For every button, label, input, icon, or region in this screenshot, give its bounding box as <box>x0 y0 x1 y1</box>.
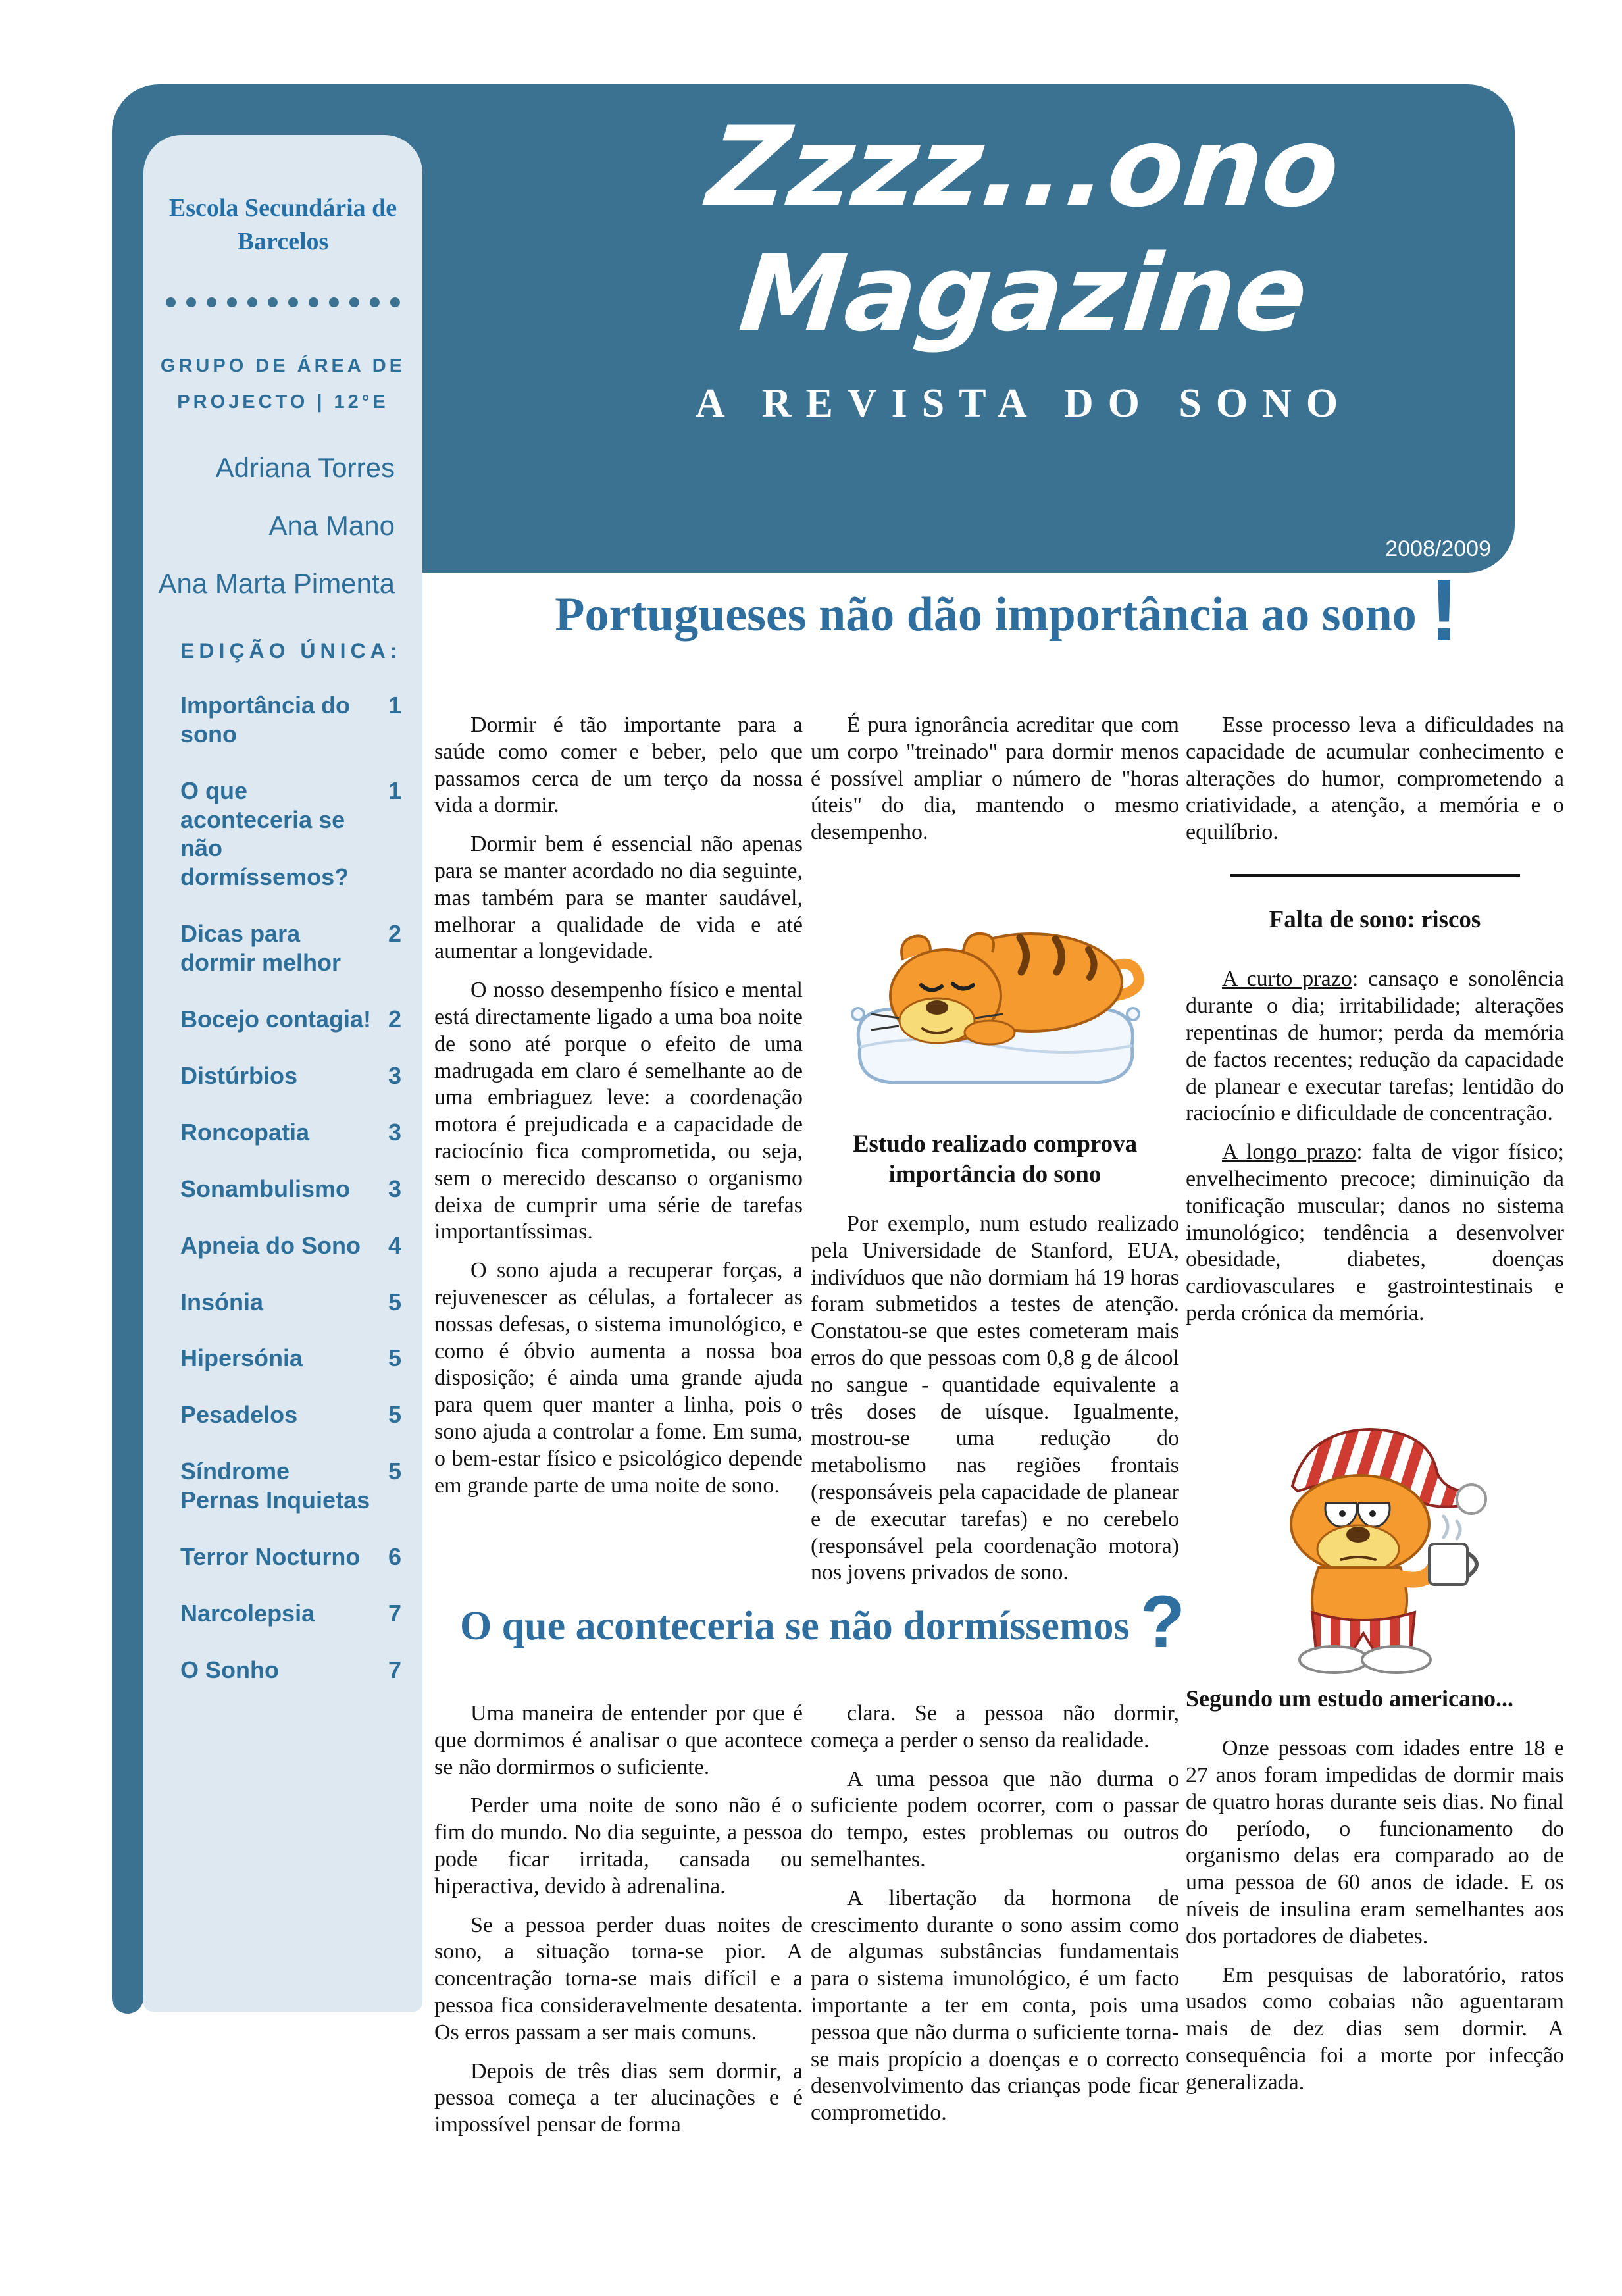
toc-item-terror-nocturno: Terror Nocturno 6 <box>180 1543 401 1571</box>
risks-heading: Falta de sono: riscos <box>1269 906 1481 933</box>
article2-column2 <box>811 1700 1179 2139</box>
paragraph: Perder uma noite de sono não é o fim do mundo. No dia seguinte, a pessoa pode ficar irritada, cansada ou hiperactiva, devido à adrenalina. <box>434 1793 803 1899</box>
toc-item-roncopatia: Roncopatia 3 <box>180 1118 401 1146</box>
garfield-sleeping-illustration <box>824 892 1166 1110</box>
paragraph-short-term <box>1186 966 1564 1127</box>
article2-headline-text: O que aconteceria se não dormíssemos <box>459 1604 1130 1648</box>
exclamation-mark: ! <box>1429 561 1459 658</box>
garfield-pyjamas-illustration <box>1212 1412 1515 1675</box>
project-group-line1: GRUPO DE ÁREA DE <box>160 355 406 376</box>
author-list <box>143 452 422 600</box>
question-mark: ? <box>1140 1581 1186 1663</box>
garfield-cat-icon <box>1291 1475 1435 1631</box>
project-group-line2: PROJECTO | 12°E <box>177 391 389 413</box>
toc-item-disturbios: Distúrbios 3 <box>180 1061 401 1089</box>
toc-item-o-que-aconteceria: O que aconteceria se não dormíssemos? 1 <box>180 777 401 891</box>
article1-column3 <box>1186 712 1564 1339</box>
long-term-rest: : falta de vigor físico; envelhecimento precoce; diminuição da tonificação muscular; danos no sistema imunológico; tendência a desenvolver obesidade, diabetes, doenças cardiovasculares e gastrointestinais e perda crónica da memória. <box>1186 1140 1564 1325</box>
toc-item-bocejo-contagia: Bocejo contagia! 2 <box>180 1006 401 1033</box>
paragraph-long-term <box>1186 1139 1564 1327</box>
toc-item-dicas-para-dormir: Dicas para dormir melhor 2 <box>180 920 401 977</box>
short-term-lead: A curto prazo <box>1222 967 1352 992</box>
sidebar-accent-strip <box>112 461 143 2014</box>
paragraph: É pura ignorância acreditar que com um corpo "treinado" para dormir menos é possível ampliar o número de "horas úteis" do dia, mantendo o mesmo desempenho. <box>811 713 1179 845</box>
edition-years: 2008/2009 <box>1385 536 1491 561</box>
article2-column3 <box>1186 1685 1564 2108</box>
slippers-icon <box>1300 1646 1431 1673</box>
american-study-heading: Segundo um estudo americano... <box>1186 1685 1514 1712</box>
author-name: Ana Mano <box>268 509 395 541</box>
author-name: Ana Marta Pimenta <box>158 567 395 599</box>
short-term-rest: : cansaço e sonolência durante o dia; irritabilidade; alterações repentinas de humor; perda da memória de factos recentes; redução da capacidade de planear e executar tarefas; lentidão do raciocínio e dificuldade de concentração. <box>1186 967 1564 1126</box>
toc-item-sindrome-pernas-inquietas: Síndrome Pernas Inquietas 5 <box>180 1458 401 1514</box>
project-group-label <box>143 348 422 421</box>
paragraph: Por exemplo, num estudo realizado pela Universidade de Stanford, EUA, indivíduos que não dormiam há 19 horas foram submetidos a testes de atenção. Constatou-se que estes cometeram mais erros do que pessoas com 0,8 g de álcool no sangue - quantidade equivalente a três doses de uísque. Igualmente, mostrou-se uma redução do metabolismo nas regiões frontais (responsáveis pela capacidade de planear e de executar tarefas) e no cerebelo (responsável pela coordenação motora) nos jovens privados de sono. <box>811 1212 1179 1585</box>
sidebar <box>143 135 422 2012</box>
school-name: Escola Secundária de Barcelos <box>168 194 397 256</box>
paragraph: A uma pessoa que não durma o suficiente podem ocorrer, com o passar do tempo, estes problemas ou outros semelhantes. <box>811 1766 1179 1872</box>
article1-headline-text: Portugueses não dão importância ao sono <box>555 588 1417 642</box>
table-of-contents <box>143 639 422 1685</box>
magazine-logo <box>533 84 1515 573</box>
paragraph: A libertação da hormona de crescimento durante o sono assim como de algumas substâncias fundamentais para o sistema imunológico, é um facto importante a ter em conta, pois uma pessoa que não durma o suficiente torna-se mais propício a doenças e o correcto desenvolvimento das crianças pode ficar comprometido. <box>811 1885 1179 2126</box>
paragraph: clara. Se a pessoa não dormir, começa a perder o senso da realidade. <box>811 1701 1179 1752</box>
toc-item-insonia: Insónia 5 <box>180 1288 401 1315</box>
paragraph: O nosso desempenho físico e mental está directamente ligado a uma boa noite de sono até porque o efeito de uma madrugada em claro é semelhante ao de uma embriaguez leve: a coordenação motora é prejudicada e a capacidade de raciocínio fica comprometida, ou seja, sem o merecido descanso o organismo deixa de cumprir uma série de tarefas importantíssimas. <box>434 978 803 1244</box>
toc-item-pesadelos: Pesadelos 5 <box>180 1401 401 1429</box>
paragraph: Esse processo leva a dificuldades na capacidade de acumular conhecimento e alterações do humor, comprometendo a criatividade, a atenção, a memória e o equilíbrio. <box>1186 713 1564 845</box>
toc-item-apneia-do-sono: Apneia do Sono 4 <box>180 1231 401 1259</box>
logo-subtitle: Magazine <box>734 232 1313 355</box>
coffee-mug-icon <box>1429 1516 1477 1585</box>
article1-column1 <box>434 712 803 1511</box>
article2-column1 <box>434 1700 803 2151</box>
logo-title: Zzzz...ono <box>702 103 1346 232</box>
toc-title: EDIÇÃO ÚNICA: <box>180 638 402 663</box>
paragraph: Se a pessoa perder duas noites de sono, a situação torna-se pior. A concentração torna-se mais difícil e a pessoa fica consideravelmente desatenta. Os erros passam a ser mais comuns. <box>434 1912 803 2045</box>
author-name: Adriana Torres <box>215 451 395 483</box>
paragraph: Dormir bem é essencial não apenas para se manter acordado no dia seguinte, mas também para se manter saudável, melhorar a qualidade de vida e até aumentar a longevidade. <box>434 832 803 964</box>
paragraph: Uma maneira de entender por que é que dormimos é analisar o que acontece se não dormirmos o suficiente. <box>434 1701 803 1779</box>
paragraph: Onze pessoas com idades entre 18 e 27 anos foram impedidas de dormir mais de quatro horas durante seis dias. No final do período, o funcionamento do organismo delas era comparado ao de uma pessoa de 60 anos de idade. E os níveis de insulina eram semelhantes aos dos portadores de diabetes. <box>1186 1736 1564 1949</box>
study-heading: Estudo realizado comprova importância do sono <box>852 1131 1138 1188</box>
long-term-lead: A longo prazo <box>1222 1140 1357 1165</box>
toc-item-o-sonho: O Sonho 7 <box>180 1656 401 1683</box>
toc-item-narcolepsia: Narcolepsia 7 <box>180 1600 401 1627</box>
toc-item-importancia-do-sono: Importância do sono 1 <box>180 691 401 748</box>
article1-column2-intro <box>811 712 1179 858</box>
article1-headline <box>428 561 1586 658</box>
article2-headline <box>428 1581 1217 1663</box>
section-divider <box>1230 874 1520 877</box>
article1-column2-body <box>811 1211 1179 1598</box>
toc-item-hipersonia: Hipersónia 5 <box>180 1344 401 1372</box>
magazine-tagline: A REVISTA DO SONO <box>695 381 1353 426</box>
paragraph: Dormir é tão importante para a saúde como comer e beber, pelo que passamos cerca de um terço da nossa vida a dormir. <box>434 713 803 818</box>
paragraph: Em pesquisas de laboratório, ratos usados como cobaias não aguentaram mais de dez dias sem dormir. A consequência foi a morte por infecção generalizada. <box>1186 1962 1564 2095</box>
toc-item-sonambulismo: Sonambulismo 3 <box>180 1175 401 1202</box>
paragraph: O sono ajuda a recuperar forças, a rejuvenescer as células, a fortalecer as nossas defesas, o sistema imunológico, e como é óbvio aumenta a nossa boa disposição; é ainda uma grande ajuda para quem quer manter a linha, pois o sono ajuda a controlar a fome. Em suma, o bem-estar físico e psicológico depende em grande parte de uma noite de sono. <box>434 1258 803 1498</box>
paragraph: Depois de três dias sem dormir, a pessoa começa a ter alucinações e é impossível pensar de forma <box>434 2058 803 2137</box>
dotted-separator <box>166 297 400 307</box>
